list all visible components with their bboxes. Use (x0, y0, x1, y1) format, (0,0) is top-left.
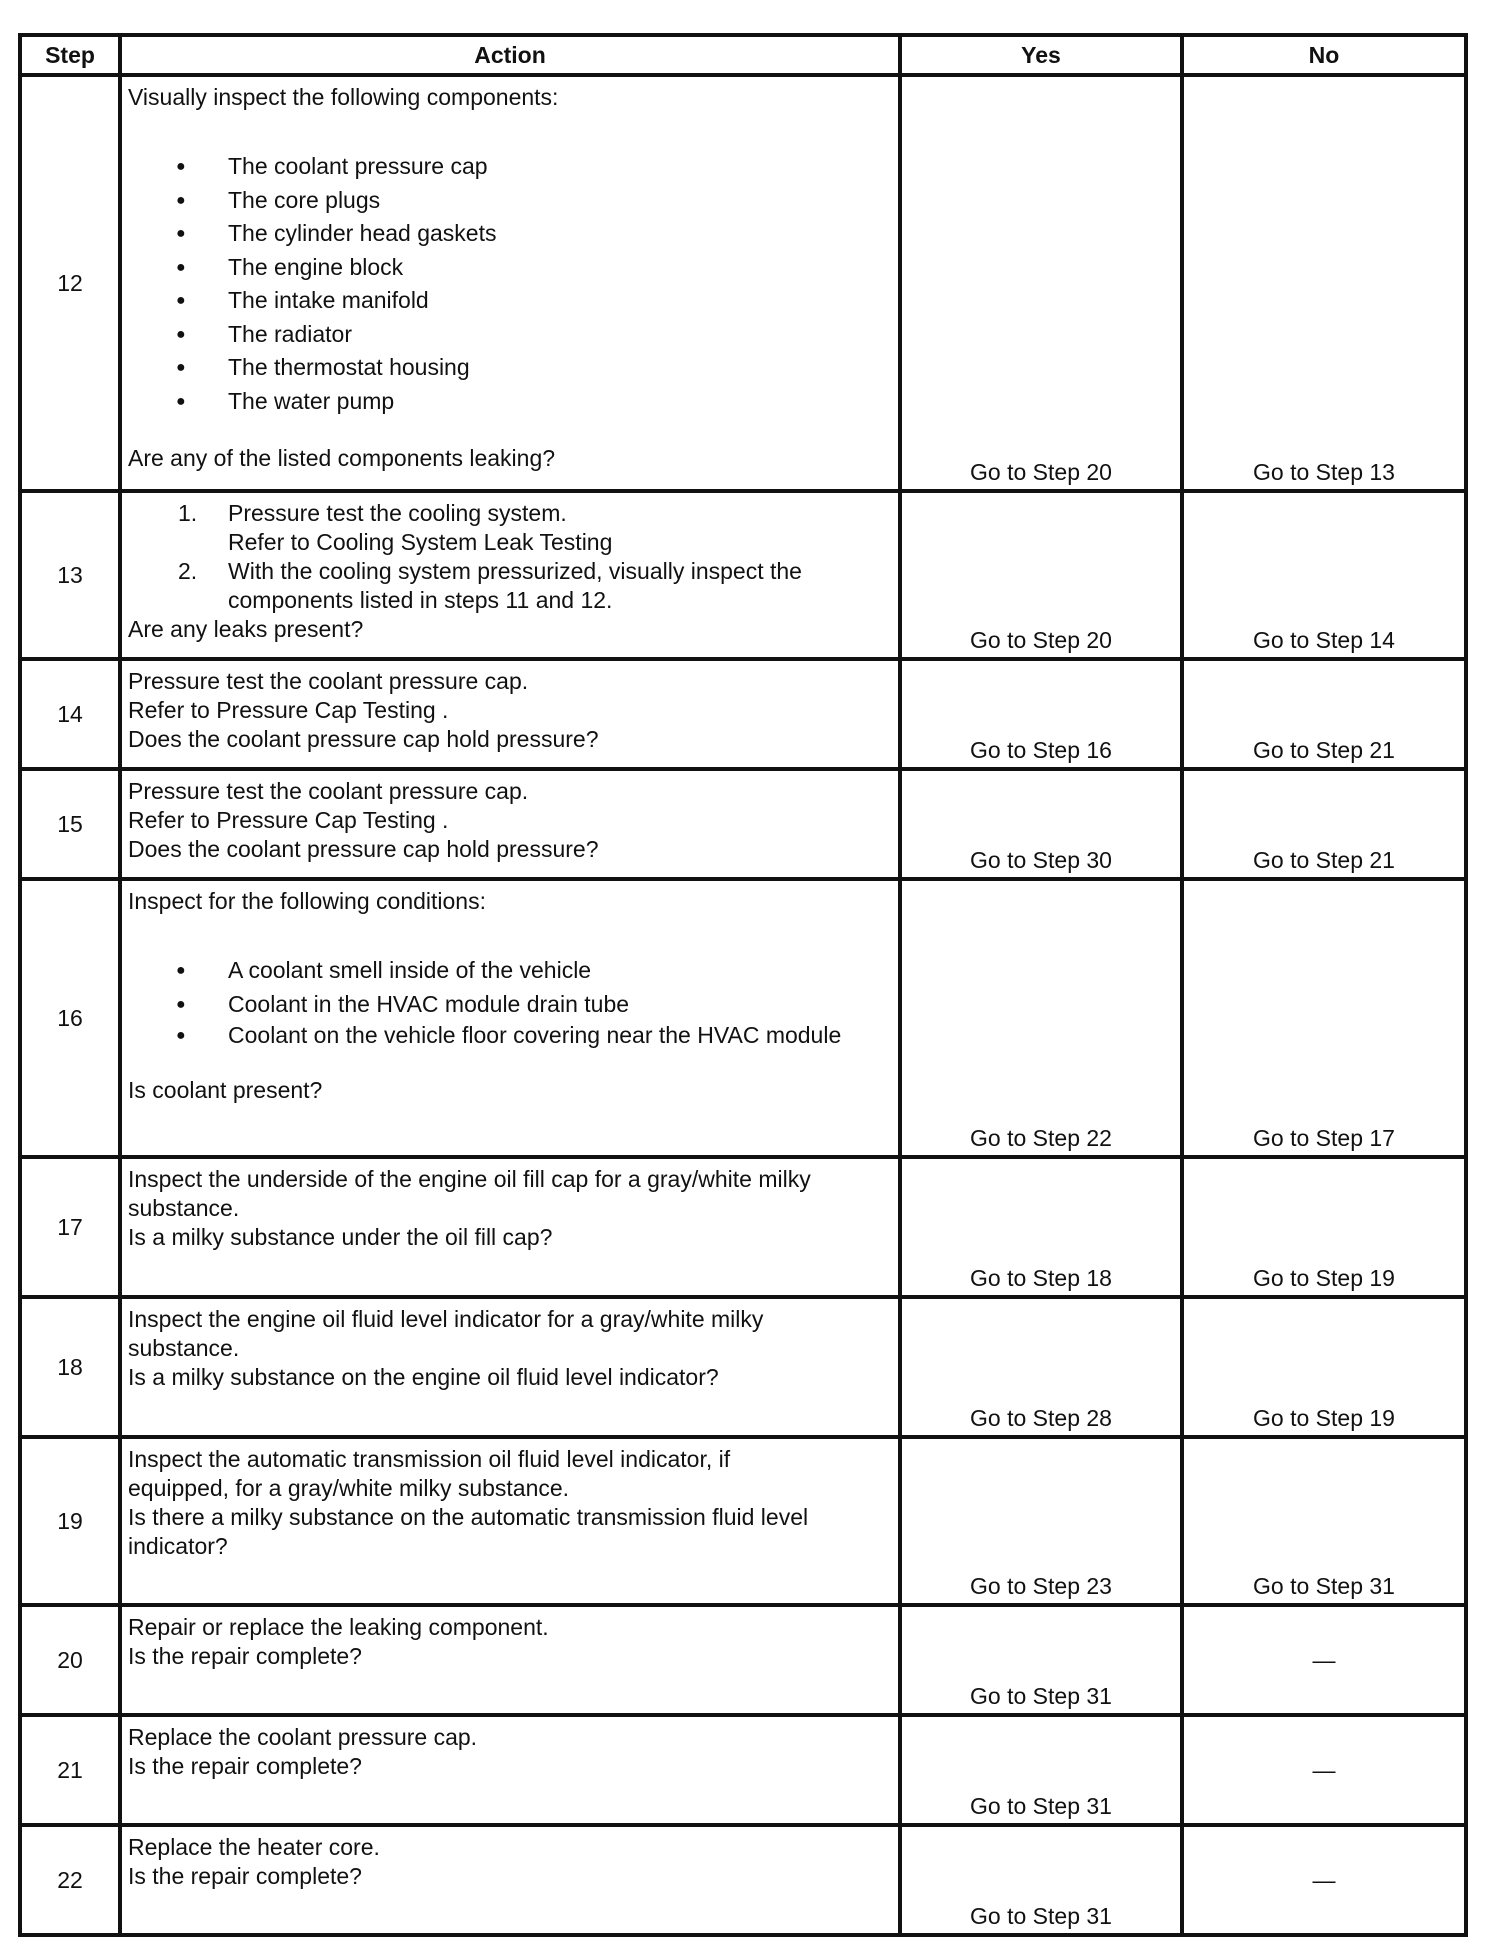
list-number: 2. (178, 558, 198, 584)
action-cell (120, 1437, 900, 1605)
step-number: 22 (20, 1825, 120, 1935)
yes-result: Go to Step 31 (900, 1825, 1182, 1935)
table-row (20, 769, 1466, 879)
step-number: 15 (20, 769, 120, 879)
action-question: Is a milky substance under the oil fill cap? (128, 1224, 553, 1250)
action-intro: Inspect the engine oil fluid level indicator for a gray/white milky substance. (128, 1306, 764, 1361)
list-text: Pressure test the cooling system. (228, 500, 567, 526)
list-item (128, 557, 892, 615)
component-list (128, 150, 892, 418)
list-item: ● The water pump (128, 385, 892, 419)
action-cell (120, 1715, 900, 1825)
action-question: Are any of the listed components leaking? (128, 445, 556, 471)
action-intro: Inspect the underside of the engine oil fill cap for a gray/white milky substance. (128, 1166, 811, 1221)
action-cell (120, 879, 900, 1157)
yes-result: Go to Step 16 (900, 659, 1182, 769)
action-question: Is the repair complete? (128, 1643, 362, 1669)
step-number: 13 (20, 491, 120, 659)
table-row (20, 1157, 1466, 1297)
no-result: Go to Step 19 (1182, 1157, 1466, 1297)
no-result: — (1182, 1825, 1466, 1935)
action-question: Is a milky substance on the engine oil fluid level indicator? (128, 1364, 719, 1390)
yes-result: Go to Step 18 (900, 1157, 1182, 1297)
table-row (20, 491, 1466, 659)
table-row (20, 1605, 1466, 1715)
yes-result: Go to Step 22 (900, 879, 1182, 1157)
header-no: No (1182, 35, 1466, 75)
no-result: Go to Step 21 (1182, 769, 1466, 879)
yes-result: Go to Step 20 (900, 75, 1182, 491)
step-number: 12 (20, 75, 120, 491)
action-intro: Replace the coolant pressure cap. (128, 1724, 478, 1750)
list-item: ● Coolant on the vehicle floor covering near the HVAC module (128, 1021, 852, 1050)
step-number: 20 (20, 1605, 120, 1715)
step-number: 17 (20, 1157, 120, 1297)
list-item: ● The engine block (128, 251, 892, 285)
action-cell (120, 1605, 900, 1715)
list-item: ● The coolant pressure cap (128, 150, 892, 184)
action-intro: Replace the heater core. (128, 1834, 380, 1860)
action-intro: Inspect the automatic transmission oil fluid level indicator, if equipped, for a gray/white milky substance. (128, 1446, 731, 1501)
yes-result: Go to Step 30 (900, 769, 1182, 879)
list-item: ● A coolant smell inside of the vehicle (128, 954, 852, 988)
action-intro: Pressure test the coolant pressure cap. (128, 668, 529, 694)
no-result: Go to Step 21 (1182, 659, 1466, 769)
action-question: Is the repair complete? (128, 1863, 362, 1889)
list-item: ● The cylinder head gaskets (128, 217, 892, 251)
header-step: Step (20, 35, 120, 75)
table-row (20, 1297, 1466, 1437)
action-intro: Repair or replace the leaking component. (128, 1614, 549, 1640)
action-reference: Refer to Pressure Cap Testing . (128, 697, 449, 723)
list-subtext: Refer to Cooling System Leak Testing (228, 529, 613, 555)
list-text: With the cooling system pressurized, visually inspect the components listed in steps 11 and 12. (228, 558, 802, 613)
action-question: Does the coolant pressure cap hold pressure? (128, 726, 599, 752)
table-row (20, 1825, 1466, 1935)
no-result: — (1182, 1715, 1466, 1825)
condition-list (128, 954, 852, 1050)
action-question: Does the coolant pressure cap hold pressure? (128, 836, 599, 862)
diagnostic-table (18, 33, 1468, 1937)
action-intro: Pressure test the coolant pressure cap. (128, 778, 529, 804)
list-item: ● The core plugs (128, 184, 892, 218)
header-row (20, 35, 1466, 75)
action-reference: Refer to Pressure Cap Testing . (128, 807, 449, 833)
action-cell (120, 491, 900, 659)
yes-result: Go to Step 23 (900, 1437, 1182, 1605)
step-number: 18 (20, 1297, 120, 1437)
no-result: — (1182, 1605, 1466, 1715)
action-question: Is the repair complete? (128, 1753, 362, 1779)
table-row (20, 75, 1466, 491)
list-item: ● The thermostat housing (128, 351, 892, 385)
action-cell (120, 1157, 900, 1297)
action-cell (120, 769, 900, 879)
numbered-list (128, 499, 892, 615)
step-number: 16 (20, 879, 120, 1157)
yes-result: Go to Step 31 (900, 1715, 1182, 1825)
list-item: ● Coolant in the HVAC module drain tube (128, 988, 852, 1022)
no-result: Go to Step 13 (1182, 75, 1466, 491)
header-yes: Yes (900, 35, 1182, 75)
no-result: Go to Step 17 (1182, 879, 1466, 1157)
action-question: Are any leaks present? (128, 616, 364, 642)
table-row (20, 659, 1466, 769)
step-number: 14 (20, 659, 120, 769)
action-cell (120, 1297, 900, 1437)
table-row (20, 1437, 1466, 1605)
action-question: Is coolant present? (128, 1077, 323, 1103)
action-question: Is there a milky substance on the automatic transmission fluid level indicator? (128, 1504, 809, 1559)
list-item: ● The radiator (128, 318, 892, 352)
no-result: Go to Step 19 (1182, 1297, 1466, 1437)
yes-result: Go to Step 31 (900, 1605, 1182, 1715)
action-cell (120, 659, 900, 769)
table-row (20, 879, 1466, 1157)
list-number: 1. (178, 500, 198, 526)
yes-result: Go to Step 20 (900, 491, 1182, 659)
no-result: Go to Step 31 (1182, 1437, 1466, 1605)
action-cell (120, 1825, 900, 1935)
step-number: 19 (20, 1437, 120, 1605)
action-cell (120, 75, 900, 491)
no-result: Go to Step 14 (1182, 491, 1466, 659)
action-intro: Visually inspect the following components: (128, 84, 559, 110)
header-action: Action (120, 35, 900, 75)
action-intro: Inspect for the following conditions: (128, 888, 486, 914)
list-item (128, 499, 892, 557)
yes-result: Go to Step 28 (900, 1297, 1182, 1437)
list-item: ● The intake manifold (128, 284, 892, 318)
step-number: 21 (20, 1715, 120, 1825)
table-row (20, 1715, 1466, 1825)
